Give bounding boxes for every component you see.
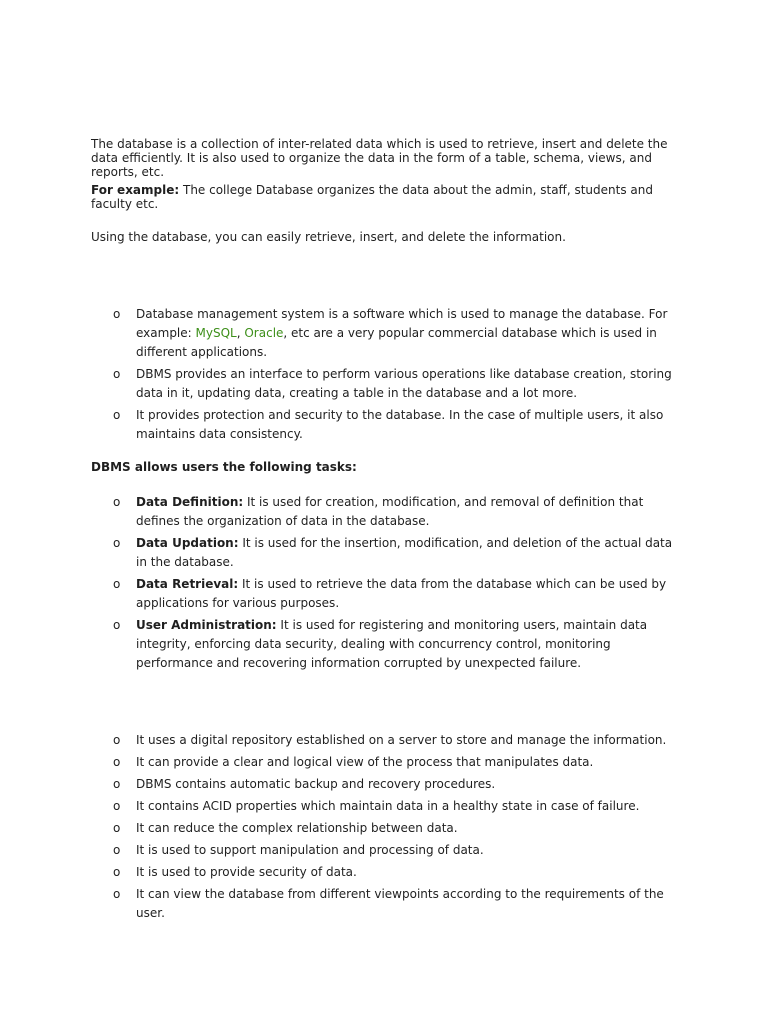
- bullet-icon: o: [113, 307, 121, 321]
- bullet-icon: o: [113, 843, 121, 857]
- tasks-list: [0, 493, 768, 676]
- oracle-link[interactable]: Oracle: [244, 326, 284, 340]
- mysql-link[interactable]: MySQL: [195, 326, 237, 340]
- task-text: It is used for creation, modification, and removal of definition that defines the organization of data in the database.: [136, 495, 644, 528]
- item-text: It can view the database from different viewpoints according to the requirements of the user.: [136, 887, 664, 920]
- list-item: [0, 841, 681, 860]
- task-label: Data Updation:: [136, 536, 239, 550]
- task-text: It is used for the insertion, modification, and deletion of the actual data in the database.: [136, 536, 673, 569]
- bullet-icon: o: [113, 887, 121, 901]
- bullet-icon: o: [113, 733, 121, 747]
- item-text: It can provide a clear and logical view of the process that manipulates data.: [136, 755, 594, 769]
- list-item: [0, 365, 681, 403]
- bullet-icon: o: [113, 618, 121, 632]
- item-text: It is used to provide security of data.: [136, 865, 357, 879]
- bullet-icon: o: [113, 536, 121, 550]
- item-text: It uses a digital repository established on a server to store and manage the information.: [136, 733, 667, 747]
- bullet-icon: o: [113, 799, 121, 813]
- bullet-icon: o: [113, 495, 121, 509]
- list-item: [0, 731, 681, 750]
- bullet-icon: o: [113, 777, 121, 791]
- bullet-icon: o: [113, 577, 121, 591]
- tasks-heading: DBMS allows users the following tasks:: [91, 460, 357, 474]
- intro-text: The database is a collection of inter-related data which is used to retrieve, insert and delete the data efficiently. It is also used to organize the data in the form of a table, schema, views, and reports, etc.: [91, 137, 668, 179]
- bullet-icon: o: [113, 367, 121, 381]
- item-text: It provides protection and security to the database. In the case of multiple users, it also maintains data consistency.: [136, 408, 664, 441]
- item-text: It contains ACID properties which maintain data in a healthy state in case of failure.: [136, 799, 640, 813]
- example-text: The college Database organizes the data about the admin, staff, students and faculty etc.: [91, 183, 653, 211]
- example-label: For example:: [91, 183, 180, 197]
- dbms-description-list: [0, 305, 768, 447]
- list-item: [0, 493, 681, 531]
- task-text: It is used to retrieve the data from the database which can be used by applications for various purposes.: [136, 577, 667, 610]
- item-text: DBMS contains automatic backup and recovery procedures.: [136, 777, 496, 791]
- list-item: [0, 885, 681, 923]
- task-text: It is used for registering and monitoring users, maintain data integrity, enforcing data security, dealing with concurrency control, monitoring performance and recovering information corrupted by unexpected failure.: [136, 618, 648, 670]
- intro-paragraph: [91, 137, 681, 179]
- bullet-icon: o: [113, 821, 121, 835]
- list-item: [0, 863, 681, 882]
- bullet-icon: o: [113, 408, 121, 422]
- usage-text: Using the database, you can easily retrieve, insert, and delete the information.: [91, 230, 566, 244]
- bullet-icon: o: [113, 755, 121, 769]
- usage-paragraph: [91, 230, 681, 244]
- task-label: Data Definition:: [136, 495, 244, 509]
- item-text: It is used to support manipulation and processing of data.: [136, 843, 484, 857]
- list-item: [0, 534, 681, 572]
- list-item: [0, 797, 681, 816]
- characteristics-list: [0, 731, 768, 926]
- item-text: It can reduce the complex relationship between data.: [136, 821, 458, 835]
- item-text: DBMS provides an interface to perform various operations like database creation, storing data in it, updating data, creating a table in the database and a lot more.: [136, 367, 672, 400]
- list-item: [0, 575, 681, 613]
- bullet-icon: o: [113, 865, 121, 879]
- item-text: , etc are a very popular commercial database which is used in different applications.: [136, 326, 657, 359]
- task-label: User Administration:: [136, 618, 277, 632]
- item-text: ,: [236, 326, 245, 340]
- list-item: [0, 775, 681, 794]
- list-item: [0, 753, 681, 772]
- task-label: Data Retrieval:: [136, 577, 239, 591]
- list-item: [0, 406, 681, 444]
- list-item: [0, 819, 681, 838]
- item-text: Database management system is a software which is used to manage the database. For example:: [136, 307, 668, 340]
- list-item: [0, 305, 681, 362]
- list-item: [0, 616, 681, 673]
- example-paragraph: [91, 183, 681, 211]
